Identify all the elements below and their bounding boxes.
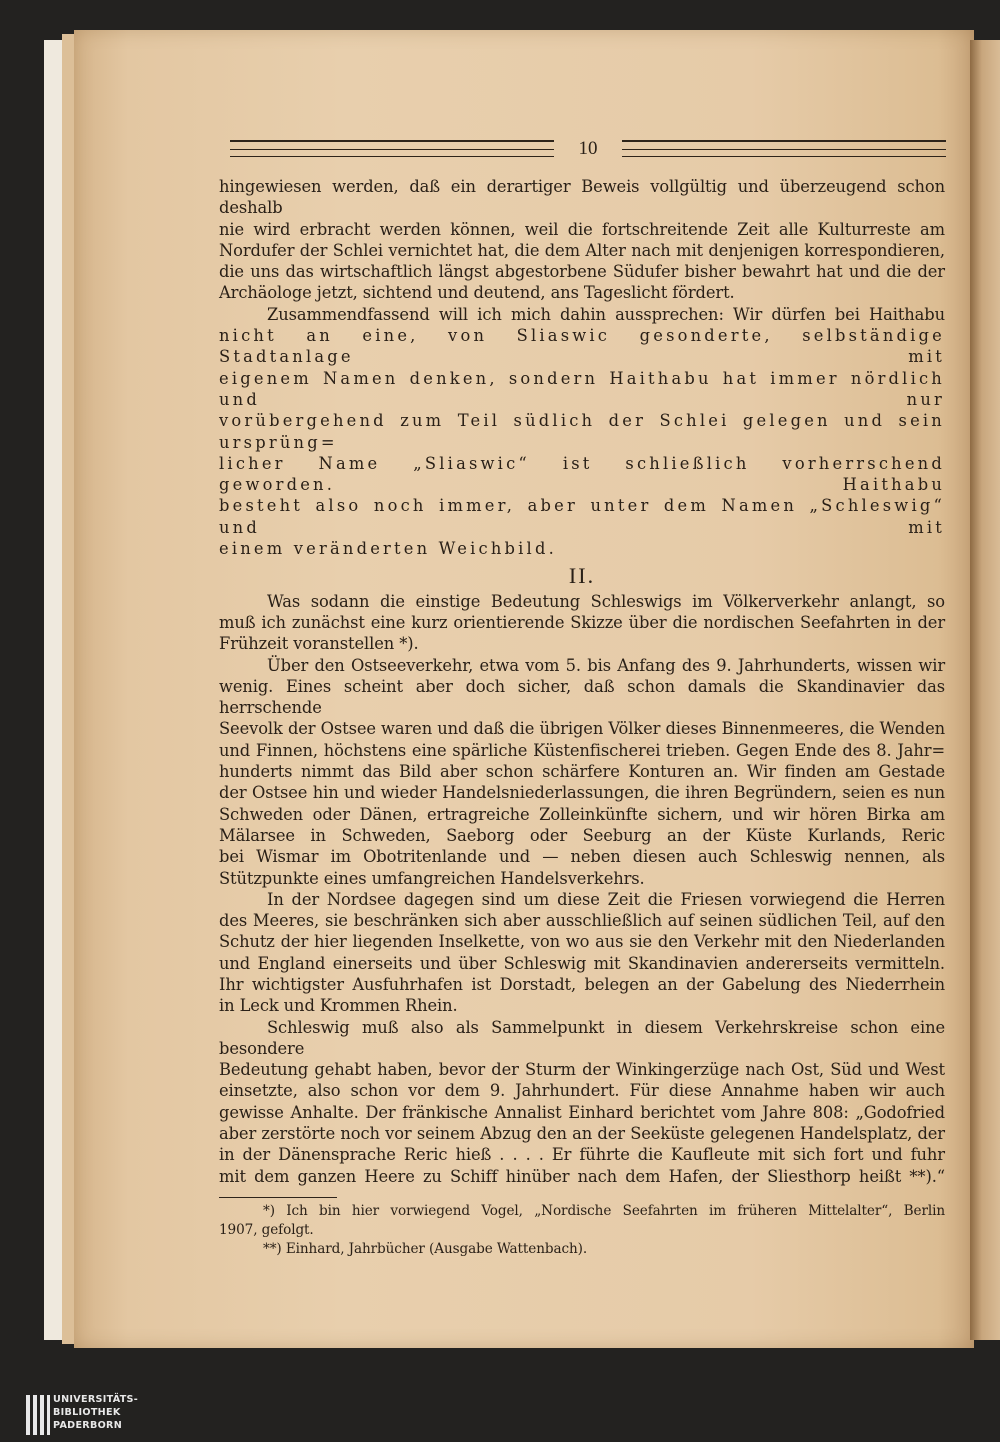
footnote-rule [219,1197,337,1198]
text-line-spaced: einem veränderten Weichbild. [219,539,557,559]
text-line-spaced: besteht also noch immer, aber unter dem Namen „Schleswig“ und mit [219,496,945,537]
facing-page-edge [970,40,1000,1340]
paragraph-2 [219,304,945,560]
text-line-spaced: nicht an eine, von Sliaswic gesonderte, selbständige Stadtanlage mit [219,326,945,367]
text-line: nie wird erbracht werden können, weil die fortschreitende Zeit alle Kulturreste am [219,219,945,239]
library-logo-mark [26,1395,52,1435]
header-rule-right-lower [622,156,946,157]
text-line: Mälarsee in Schweden, Saeborg oder Seeburg an der Küste Kurlands, Reric [219,825,945,845]
header-rule-left-lower [230,156,554,157]
text-line: des Meeres, sie beschränken sich aber ausschließlich auf seinen südlichen Teil, auf den [219,911,945,931]
text-line: die uns das wirtschaftlich längst abgestorbene Südufer bisher bewahrt hat und die der [219,262,945,282]
text-line: gewisse Anhalte. Der fränkische Annalist Einhard berichtet vom Jahre 808: „Godofried [219,1102,945,1122]
text-line: Frühzeit voranstellen *). [219,634,419,654]
text-line-spaced: eigenem Namen denken, sondern Haithabu hat immer nördlich und nur [219,368,945,409]
text-line: mit dem ganzen Heere zu Schiff hinüber nach dem Hafen, der Sliesthorp heißt **).“ [219,1166,945,1186]
text-line: muß ich zunächst eine kurz orientierende Skizze über die nordischen Seefahrten in der [219,612,945,632]
text-line: Zusammendfassend will ich mich dahin aussprechen: Wir dürfen bei Haithabu [267,304,945,324]
header-rule-left [230,140,554,150]
text-line: Nordufer der Schlei vernichtet hat, die dem Alter nach mit denjenigen korrespondieren, [219,240,945,260]
header-rule-right [622,140,946,150]
section-heading: II. [568,563,596,589]
footnotes [219,1197,945,1259]
text-line: aber zerstörte noch vor seinem Abzug den an der Seeküste gelegenen Handelsplatz, der [219,1124,945,1144]
text-line: und England einerseits und über Schleswig mit Skandinavien andererseits vermitteln. [219,953,945,973]
paragraph-3 [219,591,945,655]
text-line: Ihr wichtigster Ausfuhrhafen ist Dorstadt, belegen an der Gabelung des Niederrhein [219,974,945,994]
text-line: Über den Ostseeverkehr, etwa vom 5. bis Anfang des 9. Jahrhunderts, wissen wir [267,655,945,675]
text-line: in der Dänensprache Reric hieß . . . . Er führte die Kaufleute mit sich fort und fuhr [219,1145,945,1165]
paragraph-5 [219,889,945,1017]
text-line: wenig. Eines scheint aber doch sicher, daß schon damals die Skandinavier das herrschende [219,676,945,718]
footnote-line: **) Einhard, Jahrbücher (Ausgabe Wattenbach). [263,1240,588,1257]
text-line: in Leck und Krommen Rhein. [219,996,458,1016]
text-line: Schweden oder Dänen, ertragreiche Zolleinkünfte sichern, und wir hören Birka am [219,804,945,824]
text-line: In der Nordsee dagegen sind um diese Zeit die Friesen vorwiegend die Herren [267,889,945,909]
text-line: der Ostsee hin und wieder Handelsniederlassungen, die ihren Begründern, seien es nun [219,783,945,803]
library-logo-line: UNIVERSITÄTS- [53,1394,139,1405]
page-header [230,132,946,168]
text-line-spaced: licher Name „Sliaswic“ ist schließlich vorherrschend geworden. Haithabu [219,453,945,495]
text-line: Schutz der hier liegenden Inselkette, von wo aus sie den Verkehr mit den Niederlanden [219,932,945,952]
paragraph-6 [219,1017,945,1187]
text-line: Seevolk der Ostsee waren und daß die übrigen Völker dieses Binnenmeeres, die Wenden [219,719,945,739]
page-number: 10 [578,138,598,159]
text-line-spaced: vorübergehend zum Teil südlich der Schlei gelegen und sein ursprüng= [219,411,945,452]
text-line: bei Wismar im Obotritenlande und — neben diesen auch Schleswig nennen, als [219,847,945,867]
library-logo-line: PADERBORN [53,1419,123,1431]
text-line: Archäologe jetzt, sichtend und deutend, ans Tageslicht fördert. [219,283,735,303]
text-line: einsetzte, also schon vor dem 9. Jahrhundert. Für diese Annahme haben wir auch [219,1081,945,1101]
footnote-line: 1907, gefolgt. [219,1221,314,1238]
text-line: Stützpunkte eines umfangreichen Handelsverkehrs. [219,868,645,888]
library-logo-text [53,1394,183,1432]
paragraph-1 [219,176,945,304]
text-line: Schleswig muß also als Sammelpunkt in diesem Verkehrskreise schon eine besondere [219,1017,945,1058]
body-text [219,176,945,1259]
text-line: Bedeutung gehabt haben, bevor der Sturm der Winkingerzüge nach Ost, Süd und West [219,1060,945,1080]
library-logo [26,1394,176,1438]
text-line: Was sodann die einstige Bedeutung Schleswigs im Völkerverkehr anlangt, so [267,591,945,611]
footnote-line: *) Ich bin hier vorwiegend Vogel, „Nordische Seefahrten im früheren Mittelalter“, Berlin [263,1202,945,1219]
paragraph-4 [219,655,945,889]
text-line: hingewiesen werden, daß ein derartiger Beweis vollgültig und überzeugend schon deshalb [219,177,945,218]
text-line: und Finnen, höchstens eine spärliche Küstenfischerei trieben. Gegen Ende des 8. Jahr= [219,740,945,760]
text-line: hunderts nimmt das Bild aber schon schärfere Konturen an. Wir finden am Gestade [219,762,945,782]
library-logo-line: BIBLIOTHEK [53,1406,121,1418]
